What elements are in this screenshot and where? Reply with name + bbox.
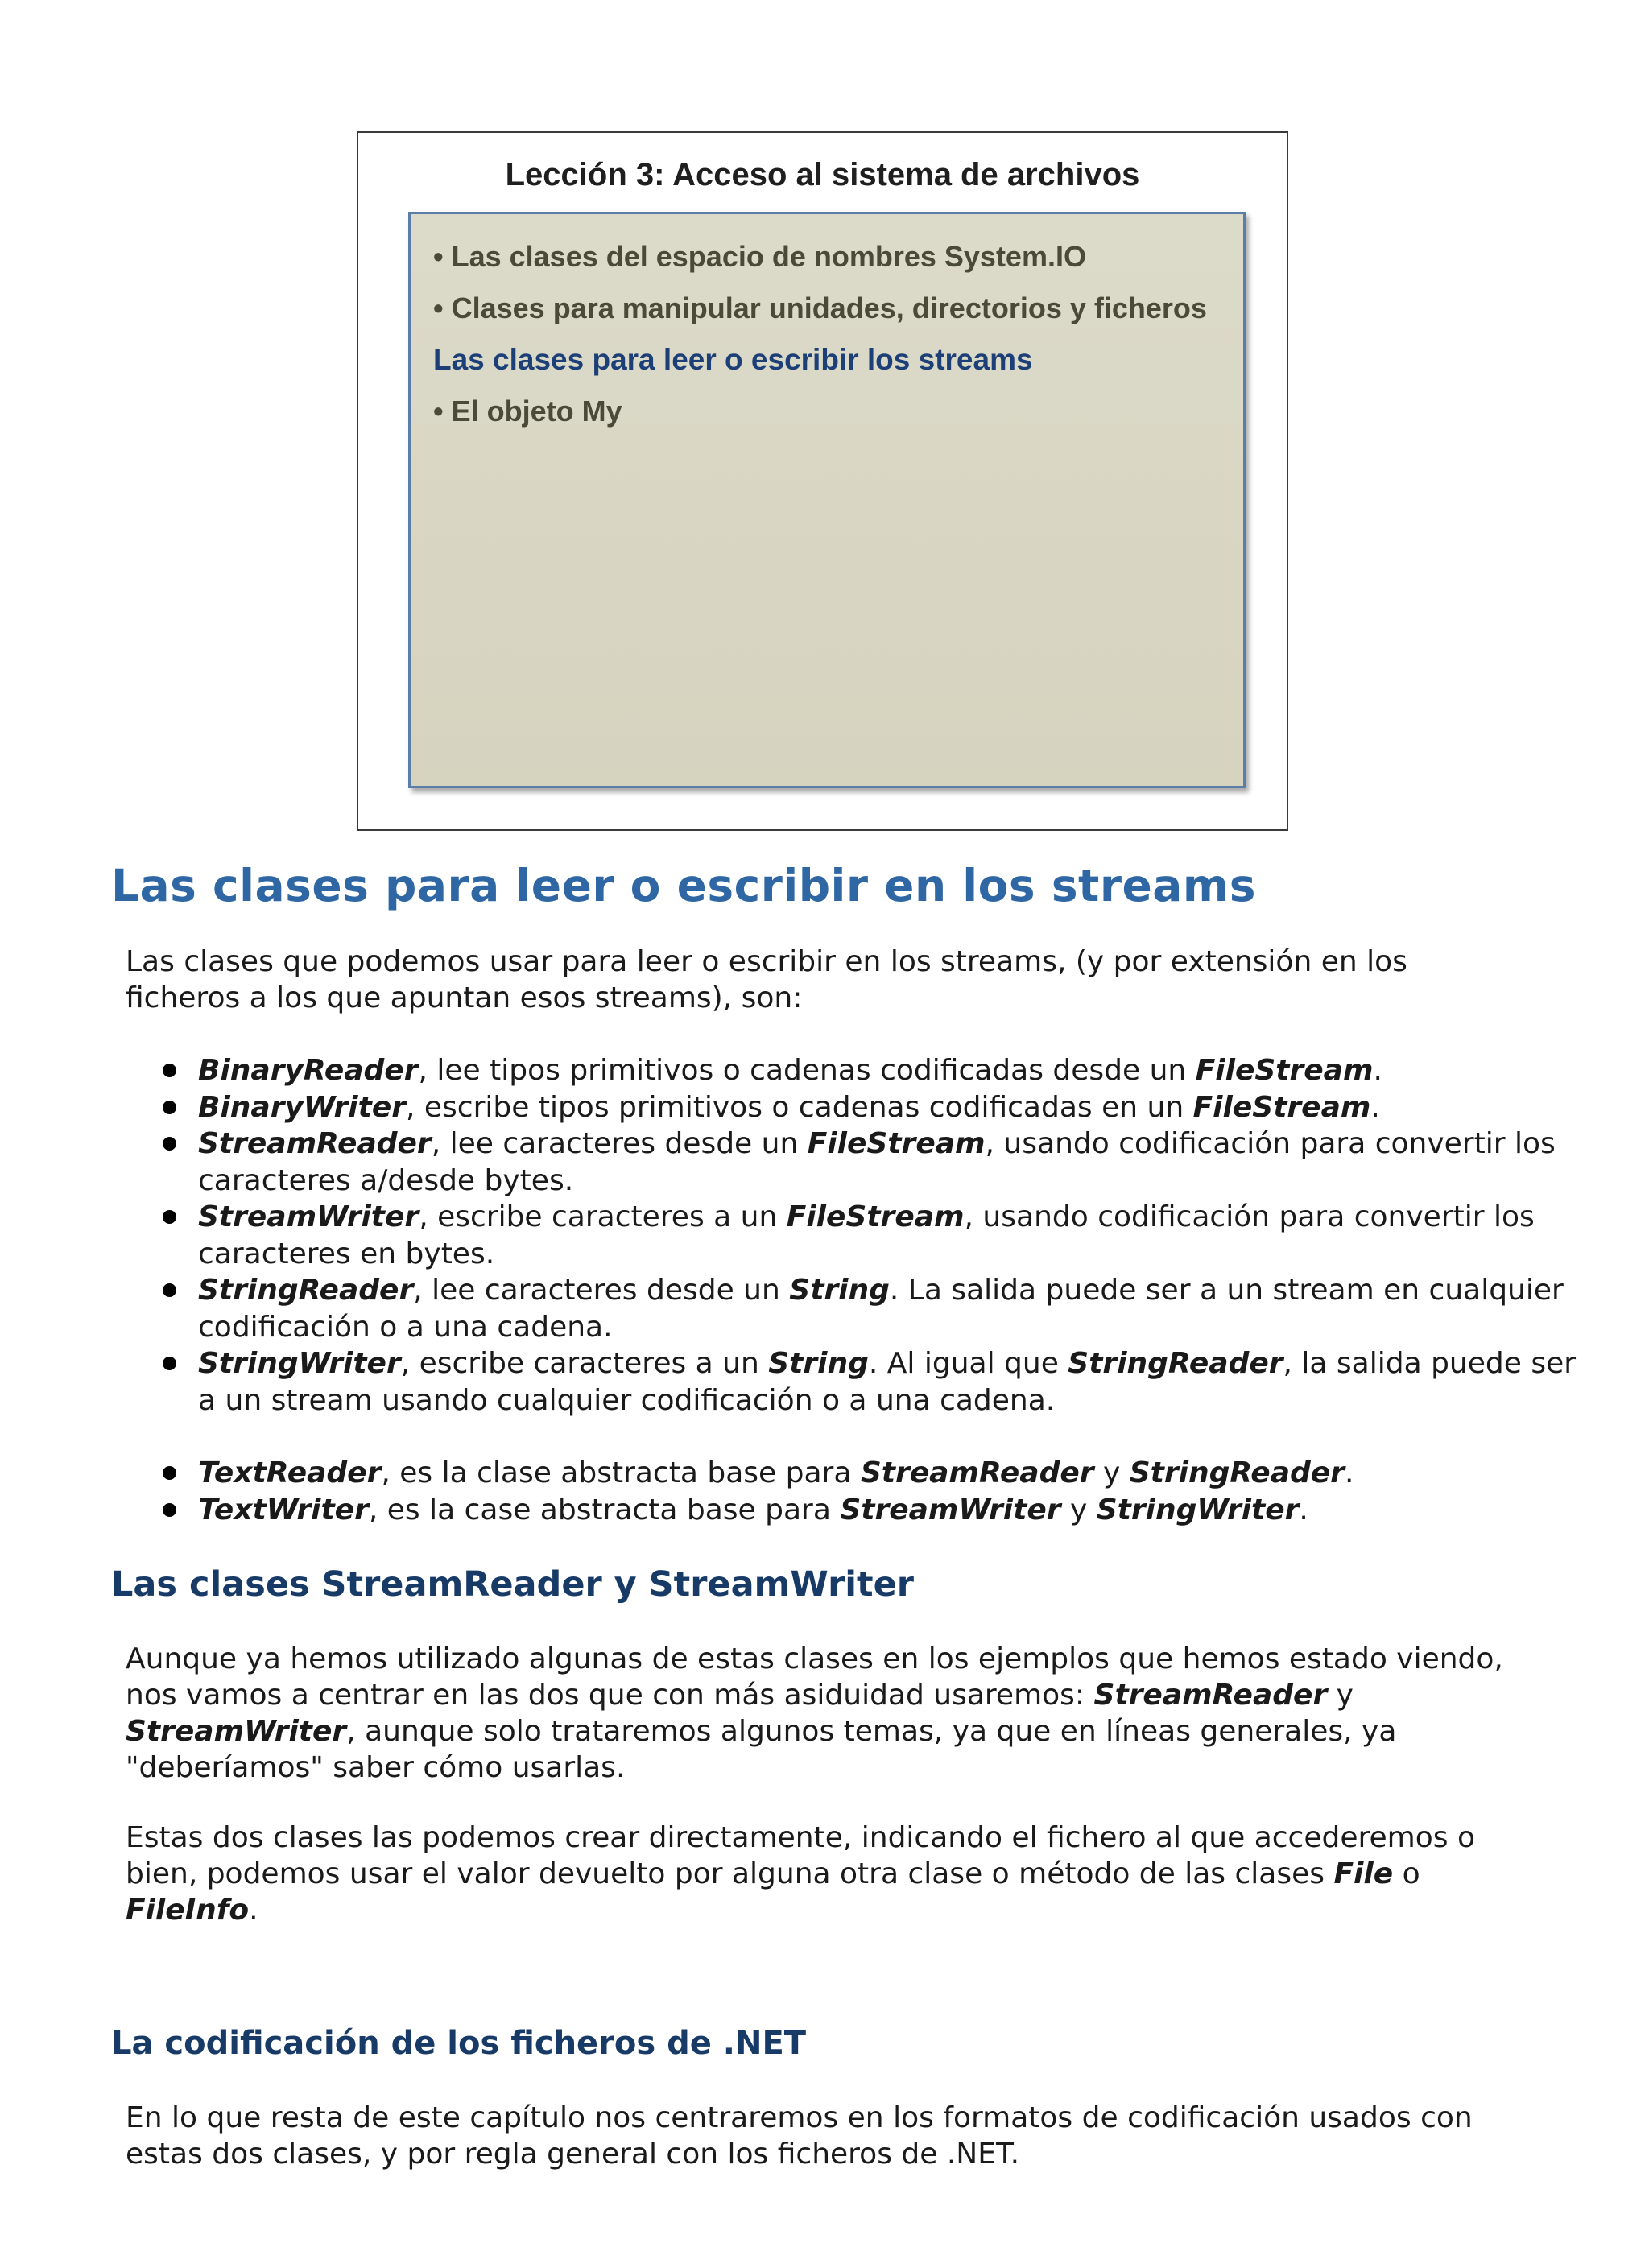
- list-item: StreamReader, lee caracteres desde un FileStream, usando codificación para convertir los caracteres a/desde bytes.: [198, 1126, 1583, 1199]
- subsection-heading: La codificación de los ficheros de .NET: [111, 2025, 807, 2062]
- list-item: StreamWriter, escribe caracteres a un FileStream, usando codificación para convertir los caracteres en bytes.: [198, 1199, 1583, 1272]
- slide-item: • Las clases del espacio de nombres System.IO: [433, 240, 1086, 273]
- class-name: BinaryReader: [198, 1054, 419, 1087]
- slide-title: Lección 3: Acceso al sistema de archivos: [505, 157, 1140, 192]
- slide-item: • Clases para manipular unidades, directorios y ficheros: [433, 291, 1207, 324]
- class-name: StreamReader: [198, 1127, 432, 1160]
- slide-item-current: Las clases para leer o escribir los streams: [433, 343, 1033, 376]
- paragraph-text: En lo que resta de este capítulo nos centraremos en los formatos de codificación usados con estas dos clases, y por regla general con los ficheros de .NET.: [126, 2101, 1473, 2171]
- paragraph: [126, 1641, 1527, 1786]
- slide-figure: [357, 131, 1288, 831]
- list-item: StringReader, lee caracteres desde un String. La salida puede ser a un stream en cualquier codificación o a una cadena.: [198, 1272, 1583, 1345]
- paragraph-text: Aunque ya hemos utilizado algunas de estas clases en los ejemplos que hemos estado viendo, nos vamos a centrar en las dos que con más asiduidad usaremos: StreamReader y StreamWriter, aunque solo trataremos algunos temas, ya que en líneas generales, ya "deberíamos" saber cómo usarlas.: [126, 1642, 1503, 1784]
- list-item: BinaryReader, lee tipos primitivos o cadenas codificadas desde un FileStream.: [198, 1052, 1583, 1089]
- class-name: StringWriter: [198, 1347, 401, 1380]
- class-name: TextWriter: [198, 1493, 369, 1526]
- subsection-heading: Las clases StreamReader y StreamWriter: [111, 1564, 914, 1605]
- paragraph: [126, 2100, 1527, 2172]
- section-heading: Las clases para leer o escribir en los streams: [111, 860, 1256, 911]
- class-list: [156, 1052, 1583, 1528]
- paragraph-text: Estas dos clases las podemos crear directamente, indicando el fichero al que accederemos o bien, podemos usar el valor devuelto por alguna otra clase o método de las clases File o FileInfo.: [126, 1821, 1475, 1927]
- class-name: StringReader: [198, 1274, 414, 1307]
- intro-paragraph: [126, 944, 1527, 1016]
- slide-content-box: [408, 212, 1246, 788]
- class-name: StreamWriter: [198, 1200, 419, 1233]
- list-item: BinaryWriter, escribe tipos primitivos o cadenas codificadas en un FileStream.: [198, 1089, 1583, 1126]
- slide-item: • El objeto My: [433, 395, 622, 428]
- class-name: BinaryWriter: [198, 1090, 406, 1124]
- list-item: TextWriter, es la case abstracta base para StreamWriter y StringWriter.: [198, 1492, 1583, 1529]
- list-item: StringWriter, escribe caracteres a un String. Al igual que StringReader, la salida puede ser a un stream usando cualquier codificación o a una cadena.: [198, 1345, 1583, 1419]
- class-name: TextReader: [198, 1456, 382, 1489]
- list-item: TextReader, es la clase abstracta base para StreamReader y StringReader.: [198, 1455, 1583, 1492]
- intro-text: Las clases que podemos usar para leer o escribir en los streams, (y por extensión en los ficheros a los que apuntan esos streams), son:: [126, 945, 1407, 1014]
- paragraph: [126, 1820, 1527, 1928]
